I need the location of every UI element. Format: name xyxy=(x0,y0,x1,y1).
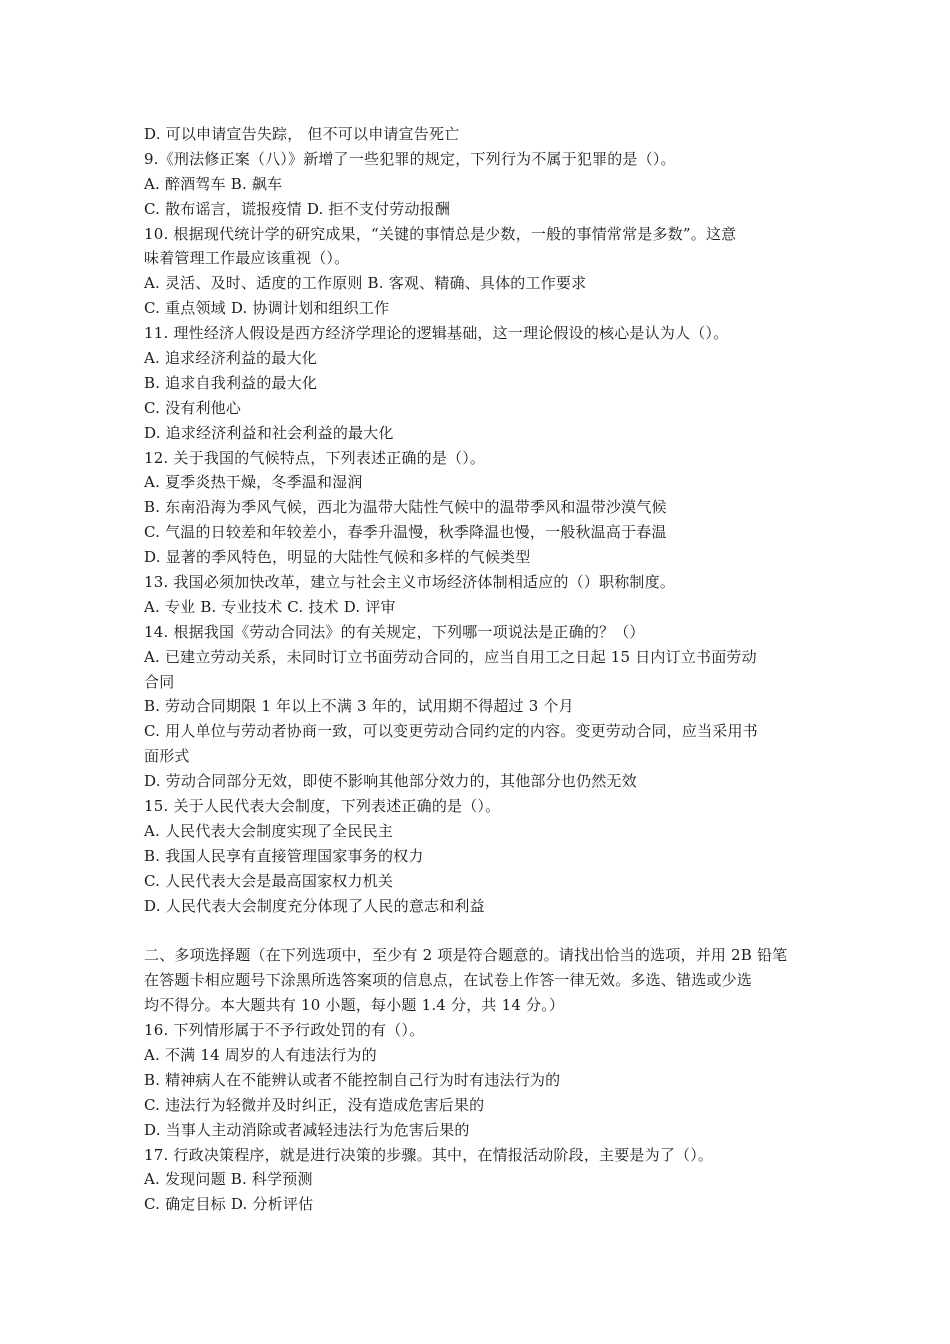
option-16d: D. 当事人主动消除或者减轻违法行为危害后果的 xyxy=(144,1120,470,1139)
option-16a: A. 不满 14 周岁的人有违法行为的 xyxy=(144,1045,377,1064)
option-14a: A. 已建立劳动关系，未同时订立书面劳动合同的，应当自用工之日起 15 日内订立书面劳动 xyxy=(144,647,757,666)
option-14b: B. 劳动合同期限 1 年以上不满 3 年的，试用期不得超过 3 个月 xyxy=(144,697,574,716)
question-15: 15. 关于人民代表大会制度，下列表述正确的是（）。 xyxy=(144,797,501,816)
options-13: A. 专业 B. 专业技术 C. 技术 D. 评审 xyxy=(144,597,396,616)
question-13: 13. 我国必须加快改革，建立与社会主义市场经济体制相适应的（）职称制度。 xyxy=(144,573,676,592)
option-14a-cont: 合同 xyxy=(144,672,175,691)
question-12: 12. 关于我国的气候特点，下列表述正确的是（）。 xyxy=(144,448,486,467)
option-15b: B. 我国人民享有直接管理国家事务的权力 xyxy=(144,846,424,865)
section-2-heading-end: 均不得分。本大题共有 10 小题，每小题 1.4 分，共 14 分。） xyxy=(144,996,565,1015)
option-8d: D. 可以申请宣告失踪， 但不可以申请宣告死亡 xyxy=(144,125,460,143)
options-9ab: A. 醉酒驾车 B. 飙车 xyxy=(144,174,283,193)
question-10: 10. 根据现代统计学的研究成果，“关键的事情总是少数，一般的事情常常是多数”。这意 xyxy=(144,224,737,243)
question-14: 14. 根据我国《劳动合同法》的有关规定，下列哪一项说法是正确的？（） xyxy=(144,622,645,641)
question-11: 11. 理性经济人假设是西方经济学理论的逻辑基础，这一理论假设的核心是认为人（）。 xyxy=(144,324,729,343)
option-12d: D. 显著的季风特色，明显的大陆性气候和多样的气候类型 xyxy=(144,548,531,567)
question-10-cont: 味着管理工作最应该重视（）。 xyxy=(144,249,350,268)
option-15c: C. 人民代表大会是最高国家权力机关 xyxy=(144,871,394,890)
options-17ab: A. 发现问题 B. 科学预测 xyxy=(144,1170,313,1189)
options-17cd: C. 确定目标 D. 分析评估 xyxy=(144,1195,314,1214)
option-12c: C. 气温的日较差和年较差小，春季升温慢，秋季降温也慢，一般秋温高于春温 xyxy=(144,523,667,542)
options-9cd: C. 散布谣言，谎报疫情 D. 拒不支付劳动报酬 xyxy=(144,199,451,218)
option-16b: B. 精神病人在不能辨认或者不能控制自己行为时有违法行为的 xyxy=(144,1070,561,1089)
option-15a: A. 人民代表大会制度实现了全民民主 xyxy=(144,821,393,840)
option-14c-cont: 面形式 xyxy=(144,747,190,766)
section-2-heading-cont: 在答题卡相应题号下涂黑所选答案项的信息点，在试卷上作答一律无效。多选、错选或少选 xyxy=(144,971,753,990)
question-17: 17. 行政决策程序，就是进行决策的步骤。其中，在情报活动阶段，主要是为了（）。 xyxy=(144,1145,714,1164)
option-14c: C. 用人单位与劳动者协商一致，可以变更劳动合同约定的内容。变更劳动合同，应当采用书 xyxy=(144,722,758,741)
option-11d: D. 追求经济利益和社会利益的最大化 xyxy=(144,423,394,442)
option-15d: D. 人民代表大会制度充分体现了人民的意志和利益 xyxy=(144,896,485,915)
options-10ab: A. 灵活、及时、适度的工作原则 B. 客观、精确、具体的工作要求 xyxy=(144,274,587,293)
question-16: 16. 下列情形属于不予行政处罚的有（）。 xyxy=(144,1021,425,1040)
option-12a: A. 夏季炎热干燥，冬季温和湿润 xyxy=(144,473,363,492)
option-16c: C. 违法行为轻微并及时纠正，没有造成危害后果的 xyxy=(144,1095,485,1114)
options-10cd: C. 重点领域 D. 协调计划和组织工作 xyxy=(144,299,390,318)
option-11b: B. 追求自我利益的最大化 xyxy=(144,373,318,392)
section-gap xyxy=(144,919,816,944)
option-11a: A. 追求经济利益的最大化 xyxy=(144,349,317,368)
option-12b: B. 东南沿海为季风气候，西北为温带大陆性气候中的温带季风和温带沙漠气候 xyxy=(144,498,667,517)
option-11c: C. 没有利他心 xyxy=(144,398,242,417)
question-9: 9.《刑法修正案（八）》新增了一些犯罪的规定，下列行为不属于犯罪的是（）。 xyxy=(144,149,676,168)
option-14d: D. 劳动合同部分无效，即使不影响其他部分效力的，其他部分也仍然无效 xyxy=(144,772,637,791)
document-page xyxy=(144,122,816,1217)
section-2-heading: 二、多项选择题（在下列选项中，至少有 2 项是符合题意的。请找出恰当的选项，并用 2B 铅笔 xyxy=(144,946,788,965)
